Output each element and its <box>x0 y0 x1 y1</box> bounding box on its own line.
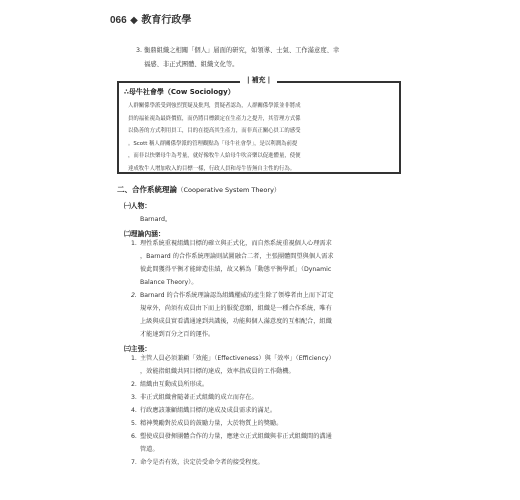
item-line: 理性系統重視組織目標的確立與正式化，而自然系統重視個人心理需求 <box>140 240 332 247</box>
intro-item-3-line-1: 3. 衡鼎組織之相關「個人」層面的研究，如領導、士氣、工作滿意度、幸 <box>136 47 340 54</box>
list-item <box>131 352 335 365</box>
page-header <box>110 11 191 26</box>
list-item <box>131 289 334 302</box>
item-line: Barnard 的合作系統理論認為組織權威的產生除了領導者由上而下訂定 <box>140 292 334 299</box>
list-item <box>131 417 335 430</box>
item-line: 精神獎勵對於成員的鼓勵力量，大於物質上的獎勵。 <box>140 420 283 427</box>
supplement-line: 員的福祉視為最終價值，而仍將目標鎖定在生產力之提升，其管理方式係 <box>128 115 301 122</box>
supplement-heading <box>124 87 235 97</box>
item-line: 命令是否有效，決定於受命令者的接受程度。 <box>140 459 264 466</box>
list-item <box>131 456 335 469</box>
ideas-list <box>131 237 334 341</box>
therefore-icon: ∴ <box>124 88 129 96</box>
item-line: 主管人員必須兼顧「效能」（Effectiveness）與「效率」（Efficiency） <box>140 355 335 362</box>
item-number: 5. <box>131 420 137 427</box>
item-number: 7. <box>131 459 137 466</box>
section-2-title <box>117 184 280 195</box>
claims-list <box>131 352 335 469</box>
item-line: 規章外，尚須有成員由下而上的服從意願，組織是一種合作系統，唯有 <box>140 305 332 312</box>
list-item <box>131 404 335 417</box>
claims-label: ㈢主張： <box>124 345 152 353</box>
page-number: 066 <box>110 15 127 26</box>
supplement-title: | 補充 | <box>240 75 277 85</box>
supplement-body <box>128 100 395 175</box>
list-item <box>131 237 334 250</box>
item-number: 4. <box>131 407 137 414</box>
intro-item-3 <box>136 44 416 72</box>
item-line: 行政應該兼顧組織目標的達成及成員需求的滿足。 <box>140 407 277 414</box>
list-item <box>131 430 335 443</box>
item-line: 組織由互動成員所形成。 <box>140 381 209 388</box>
ideas-label: ㈡理論內涵： <box>124 230 165 238</box>
supplement-line: 。Scott 稱人群關係學派的管理觀點為「母牛社會學」，是以利潤為前提 <box>128 140 298 147</box>
item-line: 才能達到百分之百的運作。 <box>140 331 215 338</box>
item-line: 彼此間獲得平衡才能締造佳績，故又稱為「動態平衡學派」（Dynamic <box>140 266 332 273</box>
item-number: 6. <box>131 433 137 440</box>
item-line: Balance Theory）。 <box>140 279 198 286</box>
item-line: 塑使成員發揮團體合作的力量，應建立正式組織與非正式組織間的溝通 <box>140 433 332 440</box>
person-name: Barnard。 <box>140 216 172 223</box>
person-label: ㈠人物： <box>124 202 152 210</box>
supplement-heading-text: 母牛社會學（Cow Sociology） <box>128 88 235 96</box>
book-title: 教育行政學 <box>141 15 192 26</box>
supplement-line: 人群關係學派受到強烈質疑及批判，質疑者認為，人群關係學派並非將成 <box>128 103 301 109</box>
section-2-title-text: 二、合作系統理論 <box>117 185 177 194</box>
item-number: 2. <box>131 381 137 388</box>
header-bullet: ◆ <box>130 15 138 26</box>
supplement-line: 達成牧牛人增加收入的目標一樣，行政人員和母牛皆無自主性的行為。 <box>128 165 296 172</box>
list-item <box>131 378 335 391</box>
supplement-line: 以偽善的方式利用員工，目的在提高其生產力，而非真正關心員工的感受 <box>128 128 301 134</box>
section-2-title-en: （Cooperative System Theory） <box>177 186 281 194</box>
item-number: 3. <box>131 394 137 401</box>
intro-item-3-line-2: 福感、非正式團體、組織文化等。 <box>144 61 239 68</box>
item-number: 1. <box>131 240 137 247</box>
item-line: 非正式組織會隨著正式組織的成立而存在。 <box>140 394 258 401</box>
item-line: 上級與成員實看溝通達到共識後，功能與個人滿意度的互相配合，組織 <box>140 318 332 325</box>
item-line: ，Barnard 的合作系統理論則試圖融合二者，主張團體間望與個人需求 <box>140 253 334 260</box>
item-line: ，效能指組織共同目標的達成，效率指成員的工作動機。 <box>140 368 295 375</box>
item-number: 2. <box>131 292 137 299</box>
supplement-line: ，而非以快樂母牛為考量，就好像牧牛人給母牛吹音樂以促進體量，使便 <box>128 153 301 159</box>
list-item <box>131 391 335 404</box>
item-number: 1. <box>131 355 137 362</box>
item-line: 管道。 <box>140 446 159 453</box>
